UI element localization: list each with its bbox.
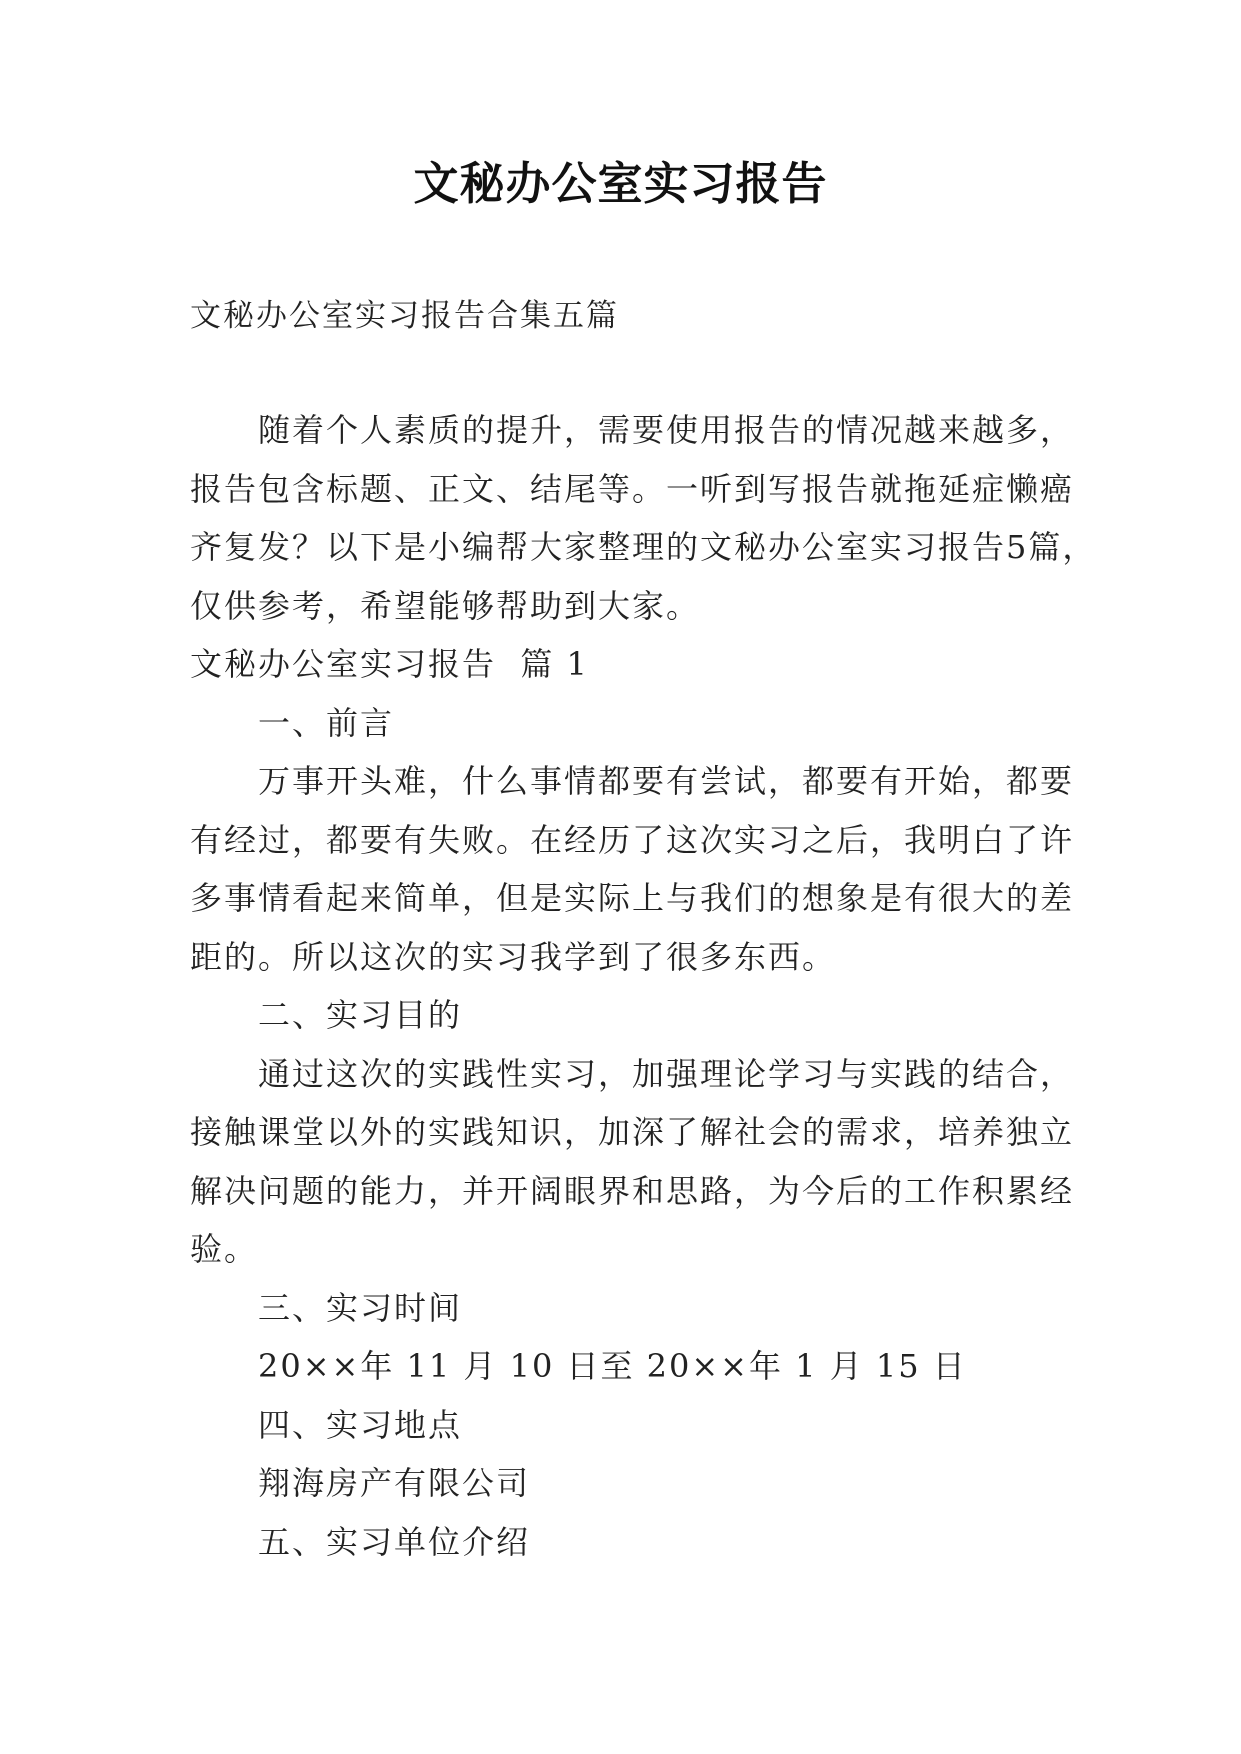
intro-line: 报告包含标题、正文、结尾等。一听到写报告就拖延症懒癌: [190, 469, 1075, 508]
intro-line: 齐复发？以下是小编帮大家整理的文秘办公室实习报告5篇，: [190, 528, 1097, 566]
section-body-line: 翔海房产有限公司: [258, 1464, 531, 1502]
section-body-line: 多事情看起来简单，但是实际上与我们的想象是有很大的差: [190, 879, 1075, 917]
section-preface: [190, 694, 1130, 987]
section-body-line: 万事开头难，什么事情都要有尝试，都要有开始，都要: [258, 762, 1075, 800]
section-body-line: 通过这次的实践性实习，加强理论学习与实践的结合，: [258, 1054, 1075, 1093]
section-time: [190, 1279, 1130, 1396]
section-heading: 五、实习单位介绍: [258, 1522, 531, 1561]
section-body-line: 解决问题的能力，并开阔眼界和思路，为今后的工作积累经: [190, 1171, 1075, 1210]
article-heading: 文秘办公室实习报告 篇 1: [190, 645, 589, 683]
section-location: [190, 1396, 1130, 1513]
section-heading: 一、前言: [258, 703, 395, 742]
intro-line: 随着个人素质的提升，需要使用报告的情况越来越多，: [258, 411, 1075, 449]
intro-paragraph: [190, 401, 1130, 635]
section-body-line: 接触课堂以外的实践知识，加深了解社会的需求，培养独立: [190, 1113, 1075, 1151]
section-heading: 三、实习时间: [258, 1288, 463, 1327]
section-body-line: 距的。所以这次的实习我学到了很多东西。: [190, 937, 837, 976]
section-purpose: [190, 986, 1130, 1279]
section-company-intro: [190, 1513, 1130, 1572]
document-title: 文秘办公室实习报告: [413, 157, 828, 210]
section-heading: 四、实习地点: [258, 1405, 463, 1444]
document-body: [190, 401, 1130, 1571]
document-subtitle: 文秘办公室实习报告合集五篇: [190, 298, 619, 334]
section-body-line: 20××年 11 月 10 日至 20××年 1 月 15 日: [258, 1347, 967, 1385]
intro-line: 仅供参考，希望能够帮助到大家。: [190, 586, 701, 625]
section-body-line: 有经过，都要有失败。在经历了这次实习之后，我明白了许: [190, 820, 1075, 859]
section-heading: 二、实习目的: [258, 996, 463, 1034]
section-body-line: 验。: [190, 1230, 259, 1268]
